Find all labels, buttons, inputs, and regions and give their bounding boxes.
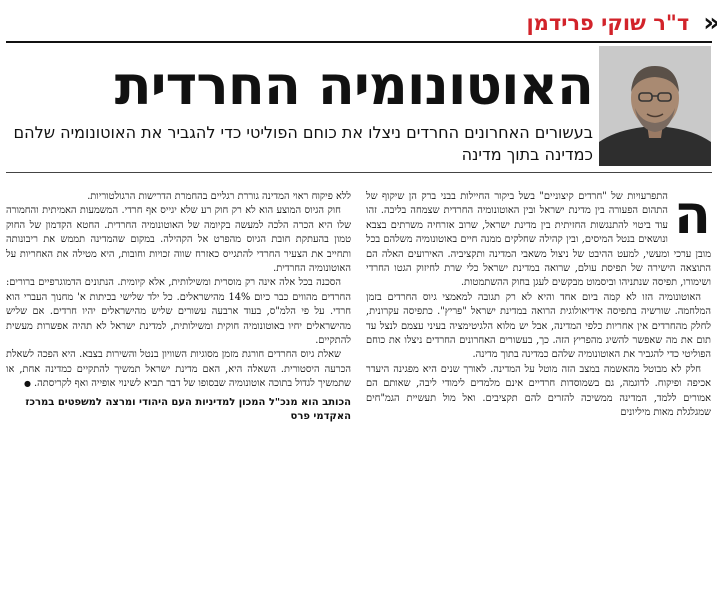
end-mark-icon: ● xyxy=(23,379,31,389)
drop-cap: ה xyxy=(673,190,711,246)
author-name: ד"ר שוקי פרידמן xyxy=(526,11,690,35)
author-bio: הכותב הוא מנכ"ל המכון למדיניות העם היהודי ומרצה למשפטים במרכז האקדמי פרס xyxy=(25,396,351,422)
paragraph: ללא פיקוח ראוי המדינה גוררת רגליים בהחמרת הדרישות הרגולטוריות. xyxy=(87,191,351,202)
paragraph: התפרעויות של "חרדים קיצוניים" בשל ביקור החיילות בבני ברק הן שיקוף של התהום הפעורה בין מדינת ישראל ובין האוטונומיה החרדית שצמחה בליבה. זהו עוד ביטוי להתנגשות החזיתית בין מדינת ישראל, שרוב אזרחיה משרתים בצבא ונושאים בנטל המיסים, ובין קהילה שחלקים ממנה חיים באוטונומיה משלהם בכל מובן ערכי ומעשי, למעט ההיבט של ניצול משאבי המדינה ותקציביה. האירועים האלה הם התוצאה הישירה של תפיסת עולם, שרואה במדינת ישראל כלי שרת לחיזוק הגטו החרדי ושימורו, תפיסה שנתניהו וביסמוט מבקשים לעגן בחוק ההשתמטות. xyxy=(366,191,711,289)
author-portrait-icon xyxy=(599,46,711,166)
paragraph: הסכנה בכל אלה אינה רק מוסרית ומשילותית, אלא קיומית. הנתונים הדמוגרפיים ברורים: החרדים מהווים כבר כיום 14% מהישראלים. כל ילד שלישי בכיתות א' מחנוך העברי הוא חרדי. על פי הלמ"ס, בעוד ארבעה עשורים שליש מהישראלים יהיו חרדים. אם שליש מהישראלים יחיו באוטונומיה חוקית ומשילותית, למדינת ישראל לא תהיה אפשרות מעשית להתקיים. xyxy=(6,277,351,347)
header-divider xyxy=(6,172,712,173)
chevron-double-left-icon: « xyxy=(703,8,712,38)
paragraph: האוטונומיה הזו לא קמה ביום אחד והיא לא רק תגובה למאמצי גיוס החרדים בזמן המלחמה. שורשיה בתפיסה אידיאולוגית הרואה במדינת ישראל "פריץ". כתפיסה עקרונית, לחלק מהחרדים אין אחריות כלפי המדינה, אבל יש מלוא הלגיטימציה בעיני עצמם לנצל עד תום את מה שאפשר להשיג מהפריץ הזה. כך, בעשורים האחרונים החרדים ניצלו את כוחם הפוליטי כדי להגביר את האוטונומיה שלהם כמדינה בתוך מדינה. xyxy=(366,291,711,361)
article-column-right xyxy=(366,190,711,600)
byline-divider xyxy=(6,41,712,43)
paragraph xyxy=(6,348,351,391)
paragraph: חלק לא מבוטל מהאשמה במצב הזה מוטל על המדינה. לאורך שנים היא מפגינה היעדר אכיפה ופיקוח. לדוגמה, גם בשמוסדות חרדיים אינם מלמדים לימודי ליבה, שאותם הם אמורים ללמד, המדינה ממשיכה להזרים להם תקציבים. ואל מול תעשיית הגמ"חים שמגלגלת מאות מיליונים xyxy=(366,363,711,419)
author-photo xyxy=(599,46,711,166)
article-column-left xyxy=(6,190,351,600)
paragraph: חוק הגיוס המוצע הוא לא רק חוק רע שלא יגייס אף חרדי. המשמעות האמיתית והחמורה שלו היא הכרה הלכה למעשה בקיומה של האוטונומיה החרדית. החטא הקדמון של החוק טמון בהעתקת חובת הגיוס מהפרט אל הקהילה. במקום שהמדינה תממש את ריבונותה ותחייב את הצעיר החרדי להתגייס כאזרח שווה זכויות וחובות, היא מטילה את האחריות על האוטונומיה החרדית. xyxy=(6,205,351,275)
subheadline: בעשורים האחרונים החרדים ניצלו את כוחם הפוליטי כדי להגביר את האוטונומיה שלהם כמדינה בתוך מדינה xyxy=(13,123,593,164)
paragraph-text: שאלת גיוס החרדים חורגת מזמן מסוגיות השוויון בנטל והשירות בצבא. היא הפכה לשאלת הכרעה היסטורית. השאלה היא, האם מדינת ישראל תמשיך להתקיים כמדינה אחת, או שתמשיך לגדול בתוכה אוטונומיה שבסופו של דבר תביא לשינוי אופייה ואף לקריסתה. xyxy=(6,349,351,390)
headline: האוטונומיה החרדית xyxy=(114,54,593,117)
byline xyxy=(360,6,712,40)
